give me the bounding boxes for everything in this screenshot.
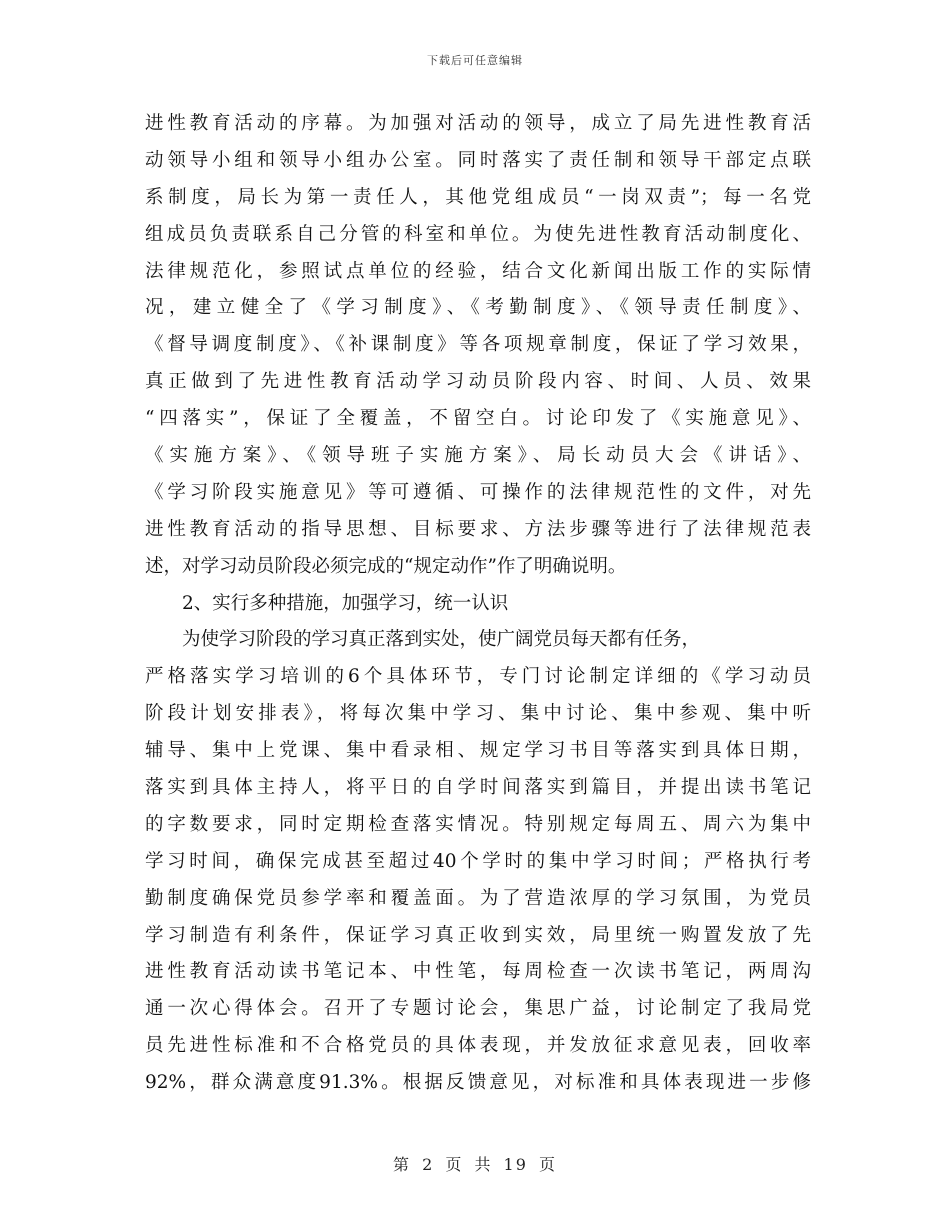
text-line: 系制度，局长为第一责任人，其他党组成员“一岗双责”；每一名党 [145, 186, 811, 208]
text-line: 《学习阶段实施意见》等可遵循、可操作的法律规范性的文件，对先 [145, 481, 811, 503]
text-line: 学习时间，确保完成甚至超过40个学时的集中学习时间；严格执行考 [145, 850, 811, 872]
text-line: 勤制度确保党员参学率和覆盖面。为了营造浓厚的学习氛围，为党员 [145, 887, 811, 909]
text-line: 法律规范化，参照试点单位的经验，结合文化新闻出版工作的实际情 [145, 260, 811, 282]
text-line: 92%，群众满意度91.3%。根据反馈意见，对标准和具体表现进一步修 [145, 1072, 811, 1094]
text-line: 辅导、集中上党课、集中看录相、规定学习书目等落实到具体日期， [145, 740, 811, 762]
section-heading: 2、实行多种措施，加强学习，统一认识 [182, 592, 509, 614]
text-line: 《实施方案》、《领导班子实施方案》、局长动员大会《讲话》、 [145, 445, 811, 467]
text-line: 进性教育活动的指导思想、目标要求、方法步骤等进行了法律规范表 [145, 518, 811, 540]
text-line: 况，建立健全了《学习制度》、《考勤制度》、《领导责任制度》、 [145, 297, 811, 319]
text-line: 组成员负责联系自己分管的科室和单位。为使先进性教育活动制度化、 [145, 223, 811, 245]
text-line: 真正做到了先进性教育活动学习动员阶段内容、时间、人员、效果 [145, 371, 811, 393]
page-number-footer: 第 2 页 共 19 页 [393, 1155, 557, 1174]
page-header: 下载后可任意编辑 [427, 54, 523, 67]
text-line: 通一次心得体会。召开了专题讨论会，集思广益，讨论制定了我局党 [145, 998, 811, 1020]
text-line: 阶段计划安排表》，将每次集中学习、集中讨论、集中参观、集中听 [145, 703, 811, 725]
text-line: 动领导小组和领导小组办公室。同时落实了责任制和领导干部定点联 [145, 149, 811, 171]
text-line: 《督导调度制度》、《补课制度》等各项规章制度，保证了学习效果， [145, 334, 811, 356]
text-line: 述，对学习动员阶段必须完成的“规定动作”作了明确说明。 [145, 555, 627, 577]
text-line: 进性教育活动读书笔记本、中性笔，每周检查一次读书笔记，两周沟 [145, 961, 811, 983]
text-line: 员先进性标准和不合格党员的具体表现，并发放征求意见表，回收率 [145, 1035, 811, 1057]
text-line: 进性教育活动的序幕。为加强对活动的领导，成立了局先进性教育活 [145, 113, 811, 134]
text-line: 为使学习阶段的学习真正落到实处，使广阔党员每天都有任务， [182, 629, 701, 651]
text-line: 落实到具体主持人，将平日的自学时间落实到篇目，并提出读书笔记 [145, 777, 811, 799]
text-line: 学习制造有利条件，保证学习真正收到实效，局里统一购置发放了先 [145, 924, 811, 946]
text-line: 的字数要求，同时定期检查落实情况。特别规定每周五、周六为集中 [145, 813, 811, 835]
document-body [145, 106, 811, 1102]
text-line: 严格落实学习培训的6个具体环节，专门讨论制定详细的《学习动员 [145, 666, 811, 688]
text-line: “四落实”，保证了全覆盖，不留空白。讨论印发了《实施意见》、 [145, 408, 811, 430]
